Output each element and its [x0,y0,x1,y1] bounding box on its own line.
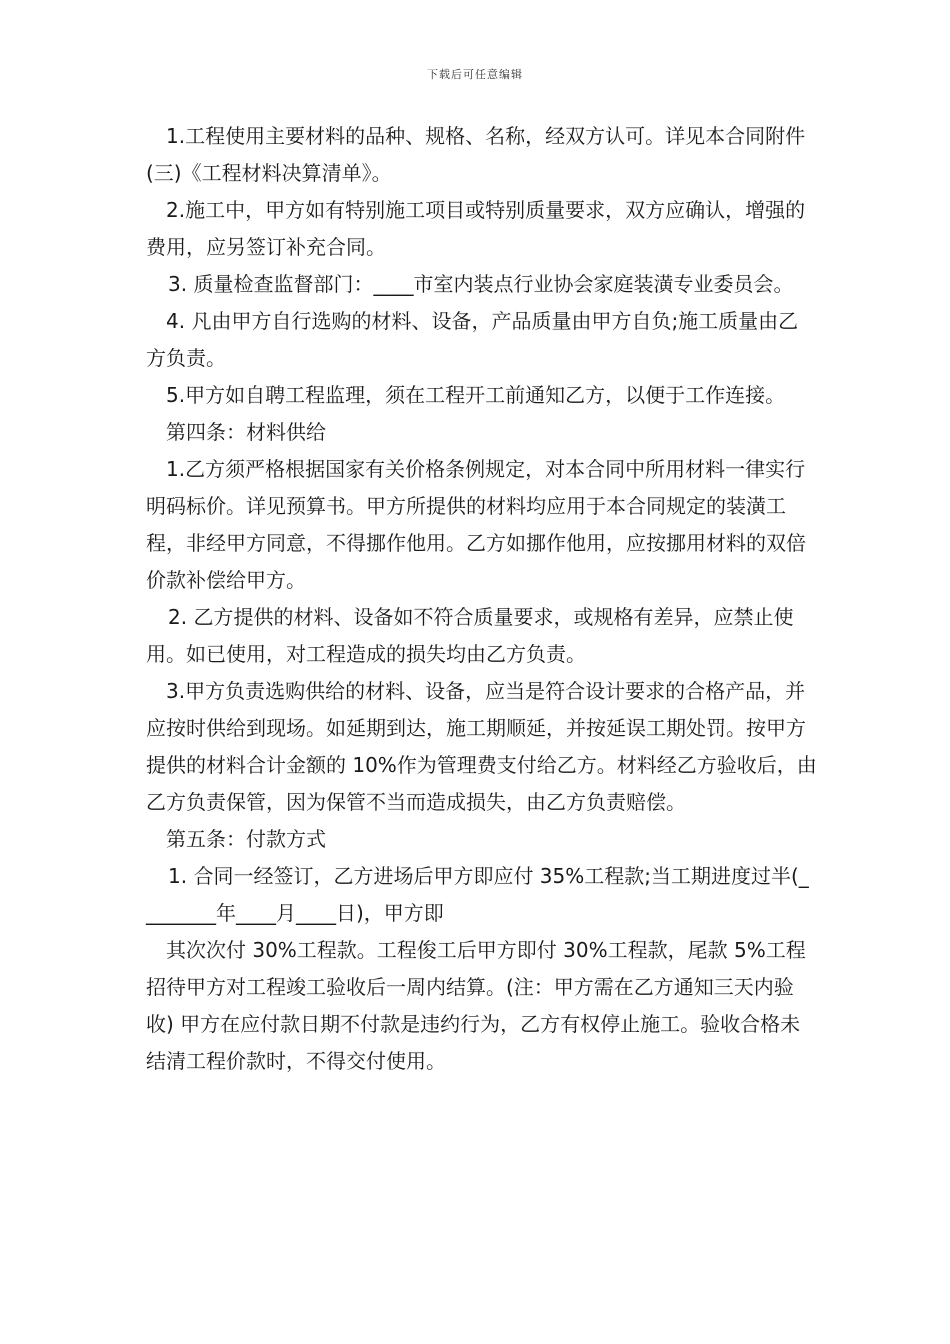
paragraph-special-items: 2.施工中，甲方如有特别施工项目或特别质量要求，双方应确认，增强的费用，应另签订补充合同。 [146,198,806,259]
page-header-note: 下载后可任意编辑 [427,68,523,81]
paragraph-nonconforming: 2. 乙方提供的材料、设备如不符合质量要求，或规格有差异，应禁止使用。如已使用，对工程造成的损失均由乙方负责。 [146,605,794,666]
paragraph-second-payment: 其次次付 30%工程款。工程俊工后甲方即付 30%工程款，尾款 5%工程招待甲方对工程竣工验收后一周内结算。(注：甲方需在乙方通知三天内验收) 甲方在应付款日期不付款是违约行为，乙方有权停止施工。验收合格未结清工程价款时，不得交付使用。 [146,938,806,1073]
paragraph-supervision: 5.甲方如自聘工程监理，须在工程开工前通知乙方，以便于工作连接。 [166,383,786,407]
document-body [146,118,818,1080]
section-heading-payment: 第五条：付款方式 [166,827,326,851]
paragraph-quality-dept: 3. 质量检查监督部门：____市室内装点行业协会家庭装潢专业委员会。 [168,272,794,296]
paragraph-self-purchase: 4. 凡由甲方自行选购的材料、设备，产品质量由甲方自负;施工质量由乙方负责。 [146,309,799,370]
paragraph-material-spec: 1.工程使用主要材料的品种、规格、名称，经双方认可。详见本合同附件(三)《工程材料决算清单》。 [146,124,806,185]
section-heading-materials: 第四条：材料供给 [166,420,326,444]
paragraph-pricing: 1.乙方须严格根据国家有关价格条例规定，对本合同中所用材料一律实行明码标价。详见预算书。甲方所提供的材料均应用于本合同规定的装潢工程，非经甲方同意，不得挪作他用。乙方如挪作他用，应按挪用材料的双倍价款补偿给甲方。 [146,457,806,592]
paragraph-party-a-supply: 3.甲方负责选购供给的材料、设备，应当是符合设计要求的合格产品，并应按时供给到现场。如延期到达，施工期顺延，并按延误工期处罚。按甲方提供的材料合计金额的 10%作为管理费支付给乙方。材料经乙方验收后，由乙方负责保管，因为保管不当而造成损失，由乙方负责赔偿。 [146,679,817,814]
paragraph-first-payment: 1. 合同一经签订，乙方进场后甲方即应付 35%工程款;当工期进度过半(________年____月____日)，甲方即 [146,864,809,925]
